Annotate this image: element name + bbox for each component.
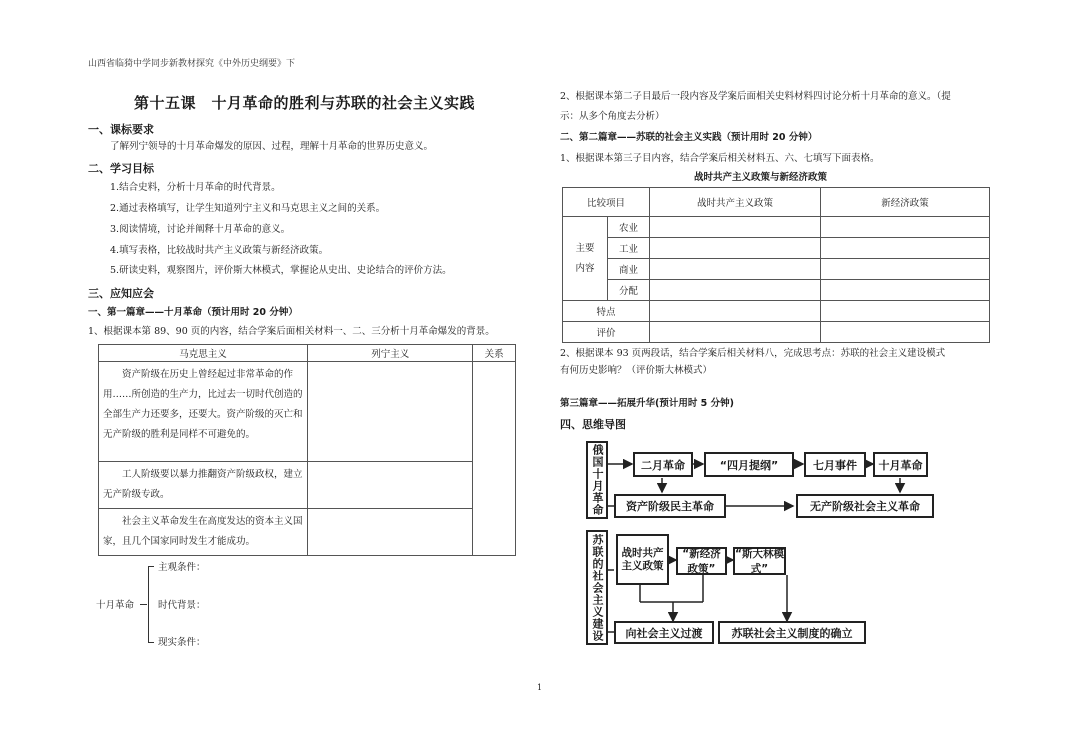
goal-item: 5.研读史料，观察图片，评价斯大林模式，掌握论从史出、史论结合的评价方法。 [110,265,452,276]
marxism-cell: 资产阶级在历史上曾经起过非常革命的作用……所创造的生产力，比过去一切时代创造的全部生产力还要多，还要大。资产阶级的灭亡和无产阶级的胜利是同样不可避免的。 [103,369,303,440]
goal-item: 1.结合史料，分析十月革命的时代背景。 [110,182,281,193]
bracket-bottom [148,642,154,643]
sub-item-label: 农业 [608,217,650,238]
stalin-model-box: “斯大林模式” [733,547,786,575]
answer-cell[interactable] [650,280,821,301]
marxism-cell: 工人阶级要以暴力推翻资产阶级政权，建立无产阶级专政。 [103,469,303,500]
transition-to-socialism-box: 向社会主义过渡 [614,621,714,644]
bracket-line [148,566,155,642]
bourgeois-democratic-revolution-box: 资产阶级民主革命 [614,494,726,518]
table-header: 马克思主义 [99,345,308,362]
sub-item-label: 商业 [608,259,650,280]
section-heading-mindmap: 四、思维导图 [560,418,626,431]
sub-item-label: 工业 [608,238,650,259]
table-header: 列宁主义 [308,345,473,362]
policy-comparison-table [562,187,990,343]
table-header: 新经济政策 [821,188,990,217]
answer-cell[interactable] [821,217,990,238]
answer-cell[interactable] [650,238,821,259]
answer-cell[interactable] [821,280,990,301]
section-heading-curriculum: 一、课标要求 [88,123,154,136]
row-label: 特点 [563,301,650,322]
lesson-title: 第十五课 十月革命的胜利与苏联的社会主义实践 [134,94,476,112]
answer-cell[interactable] [650,217,821,238]
table2-title: 战时共产主义政策与新经济政策 [694,172,828,183]
proletarian-socialist-revolution-box: 无产阶级社会主义革命 [796,494,934,518]
bracket-top [148,566,154,567]
marxism-cell: 社会主义革命发生在高度发达的资本主义国家，且几个国家同时发生才能成功。 [103,516,303,547]
chapter2-question1: 1、根据课本第三子目内容，结合学案后相关材料五、六、七填写下面表格。 [560,153,880,164]
bracket-item: 现实条件： [158,637,206,648]
bracket-item: 主观条件： [158,562,206,573]
table-header: 战时共产主义政策 [650,188,821,217]
chapter2-question2-line1: 2、根据课本 93 页两段话，结合学案后相关材料八，完成思考点：苏联的社会主义建设模式 [560,348,946,359]
chapter1-question1: 1、根据课本第 89、90 页的内容，结合学案后面相关材料一、二、三分析十月革命爆发的背景。 [88,326,495,337]
february-revolution-box: 二月革命 [633,452,693,477]
bracket-tick [140,604,147,605]
leninism-answer-cell[interactable] [308,509,473,556]
answer-cell[interactable] [821,238,990,259]
chapter3-heading: 第三篇章——拓展升华(预计用时 5 分钟) [560,398,734,409]
section-heading-knowledge: 三、应知应会 [88,287,154,300]
answer-cell[interactable] [650,301,821,322]
april-theses-box: “四月提纲” [704,452,794,477]
row-label: 评价 [563,322,650,343]
soviet-socialist-construction-label: 苏联的社会主义建设 [586,530,608,645]
chapter1-heading: 一、第一篇章——十月革命（预计用时 20 分钟） [88,307,298,318]
right-question2-line2: 示：从多个角度去分析） [560,111,665,122]
sub-item-label: 分配 [608,280,650,301]
goal-item: 4.填写表格，比较战时共产主义政策与新经济政策。 [110,245,329,256]
curriculum-text: 了解列宁领导的十月革命爆发的原因、过程，理解十月革命的世界历史意义。 [110,141,434,152]
relation-answer-cell[interactable] [473,362,516,556]
right-question2-line1: 2、根据课本第二子目最后一段内容及学案后面相关史料材料四讨论分析十月革命的意义。（提 [560,91,951,102]
bracket-item: 时代背景： [158,600,206,611]
answer-cell[interactable] [821,322,990,343]
socialist-system-established-box: 苏联社会主义制度的确立 [718,621,866,644]
russia-october-revolution-label: 俄国十月革命 [586,441,608,519]
page-number: 1 [537,683,543,692]
oct-revolution-label: 十月革命 [96,600,135,611]
main-content-label: 主要 内容 [563,217,608,301]
chapter2-question2-line2: 有何历史影响？（评价斯大林模式） [560,365,713,376]
october-revolution-box: 十月革命 [873,452,928,477]
marxism-leninism-table [98,344,516,556]
leninism-answer-cell[interactable] [308,362,473,462]
table-header: 关系 [473,345,516,362]
answer-cell[interactable] [821,259,990,280]
answer-cell[interactable] [650,322,821,343]
war-communism-box: 战时共产主义政策 [616,534,669,585]
table-header: 比较项目 [563,188,650,217]
chapter2-heading: 二、第二篇章——苏联的社会主义实践（预计用时 20 分钟） [560,132,818,143]
answer-cell[interactable] [821,301,990,322]
leninism-answer-cell[interactable] [308,462,473,509]
answer-cell[interactable] [650,259,821,280]
new-economic-policy-box: “新经济政策” [676,547,727,575]
goal-item: 3.阅读情境，讨论并阐释十月革命的意义。 [110,224,291,235]
section-heading-goals: 二、学习目标 [88,162,154,175]
goal-item: 2.通过表格填写，让学生知道列宁主义和马克思主义之间的关系。 [110,203,386,214]
document-header: 山西省临猗中学同步新教材探究《中外历史纲要》下 [88,59,296,69]
july-days-box: 七月事件 [804,452,866,477]
